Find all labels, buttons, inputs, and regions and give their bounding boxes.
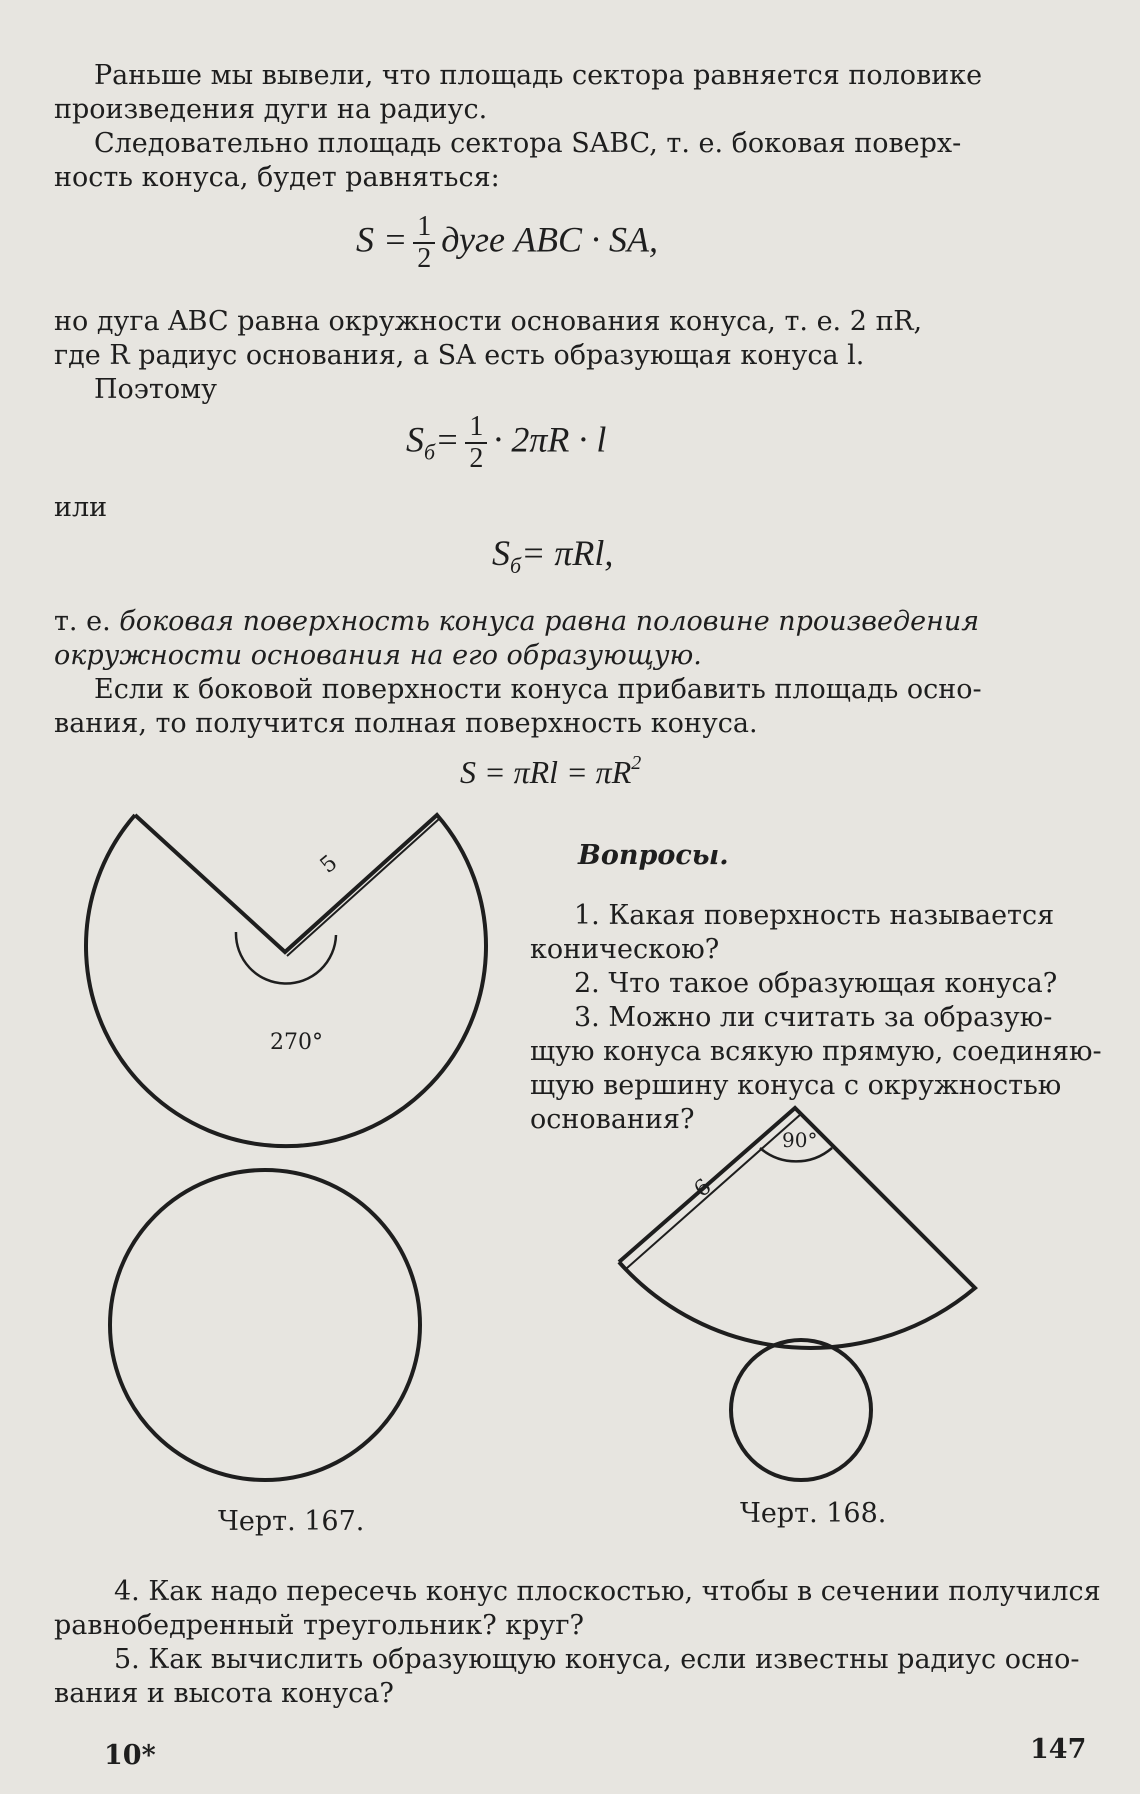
question-5-line-2: вания и высота конуса?: [54, 1678, 394, 1709]
question-3-line-1: 3. Можно ли считать за образую-: [574, 1002, 1053, 1033]
fig168-angle-label: 90°: [782, 1128, 818, 1152]
paragraph-6-definition: боковая поверхность конуса равна половине произведения: [119, 606, 980, 637]
formula-lateral-area: $S_б=$ $\frac{1}{2}$ · 2πR · l: [406, 411, 607, 474]
paragraph-7-line-2: вания, то получится полная поверхность конуса.: [54, 708, 758, 739]
page-number: 147: [1030, 1734, 1087, 1765]
question-2: 2. Что такое образующая конуса?: [574, 968, 1058, 999]
question-3-line-2: щую конуса всякую прямую, соединяю-: [530, 1036, 1102, 1067]
fig167-angle-arc: [236, 932, 336, 984]
paragraph-2-line-1: Следовательно площадь сектора SABC, т. е. боковая поверх-: [94, 128, 962, 159]
paragraph-5: или: [54, 492, 108, 523]
printer-signature: 10*: [104, 1740, 156, 1771]
paragraph-2-line-2: ность конуса, будет равняться:: [54, 162, 500, 193]
question-4-line-2: равнобедренный треугольник? круг?: [54, 1610, 584, 1641]
fig168-caption: Черт. 168.: [740, 1498, 887, 1529]
formula-total-area: $S = \pi Rl = \pi R^2$: [460, 752, 642, 790]
fig167-caption: Черт. 167.: [218, 1506, 365, 1537]
formula-sector-area: S = $\frac{1}{2}$ дуге ABC · SA,: [356, 211, 659, 274]
paragraph-1-line-2: произведения дуги на радиус.: [54, 94, 488, 125]
paragraph-3-line-1: но дуга ABC равна окружности основания конуса, т. е. 2 πR,: [54, 306, 923, 337]
paragraph-7-line-1: Если к боковой поверхности конуса прибавить площадь осно-: [94, 674, 982, 705]
question-5-line-1: 5. Как вычислить образующую конуса, если известны радиус осно-: [114, 1644, 1080, 1675]
question-3-line-3: щую вершину конуса с окружностью: [530, 1070, 1062, 1101]
fig168-side-label: 6: [689, 1174, 717, 1203]
formula-lateral-area-short: $S_б= \pi Rl$,: [492, 533, 614, 578]
paragraph-6-prefix: т. е.: [54, 606, 120, 637]
paragraph-1-line-1: Раньше мы вывели, что площадь сектора равняется половике: [94, 60, 983, 91]
fig167-side-label: 5: [315, 850, 343, 879]
fig167-sector-outline: [86, 815, 486, 1146]
paragraph-3-line-2: где R радиус основания, а SA есть образующая конуса l.: [54, 340, 865, 371]
fig167-seam-line: [287, 819, 439, 956]
question-1-line-1: 1. Какая поверхность называется: [574, 900, 1055, 931]
question-1-line-2: коническою?: [530, 934, 720, 965]
questions-heading: Вопросы.: [578, 840, 729, 871]
fig167-angle-label: 270°: [270, 1030, 323, 1055]
question-3-line-4: основания?: [530, 1104, 695, 1135]
paragraph-6-line-2: окружности основания на его образующую.: [54, 640, 702, 671]
fig168-base-circle: [731, 1340, 871, 1480]
fig167-base-circle: [110, 1170, 420, 1480]
question-4-line-1: 4. Как надо пересечь конус плоскостью, чтобы в сечении получился: [114, 1576, 1101, 1607]
paragraph-4: Поэтому: [94, 374, 218, 405]
